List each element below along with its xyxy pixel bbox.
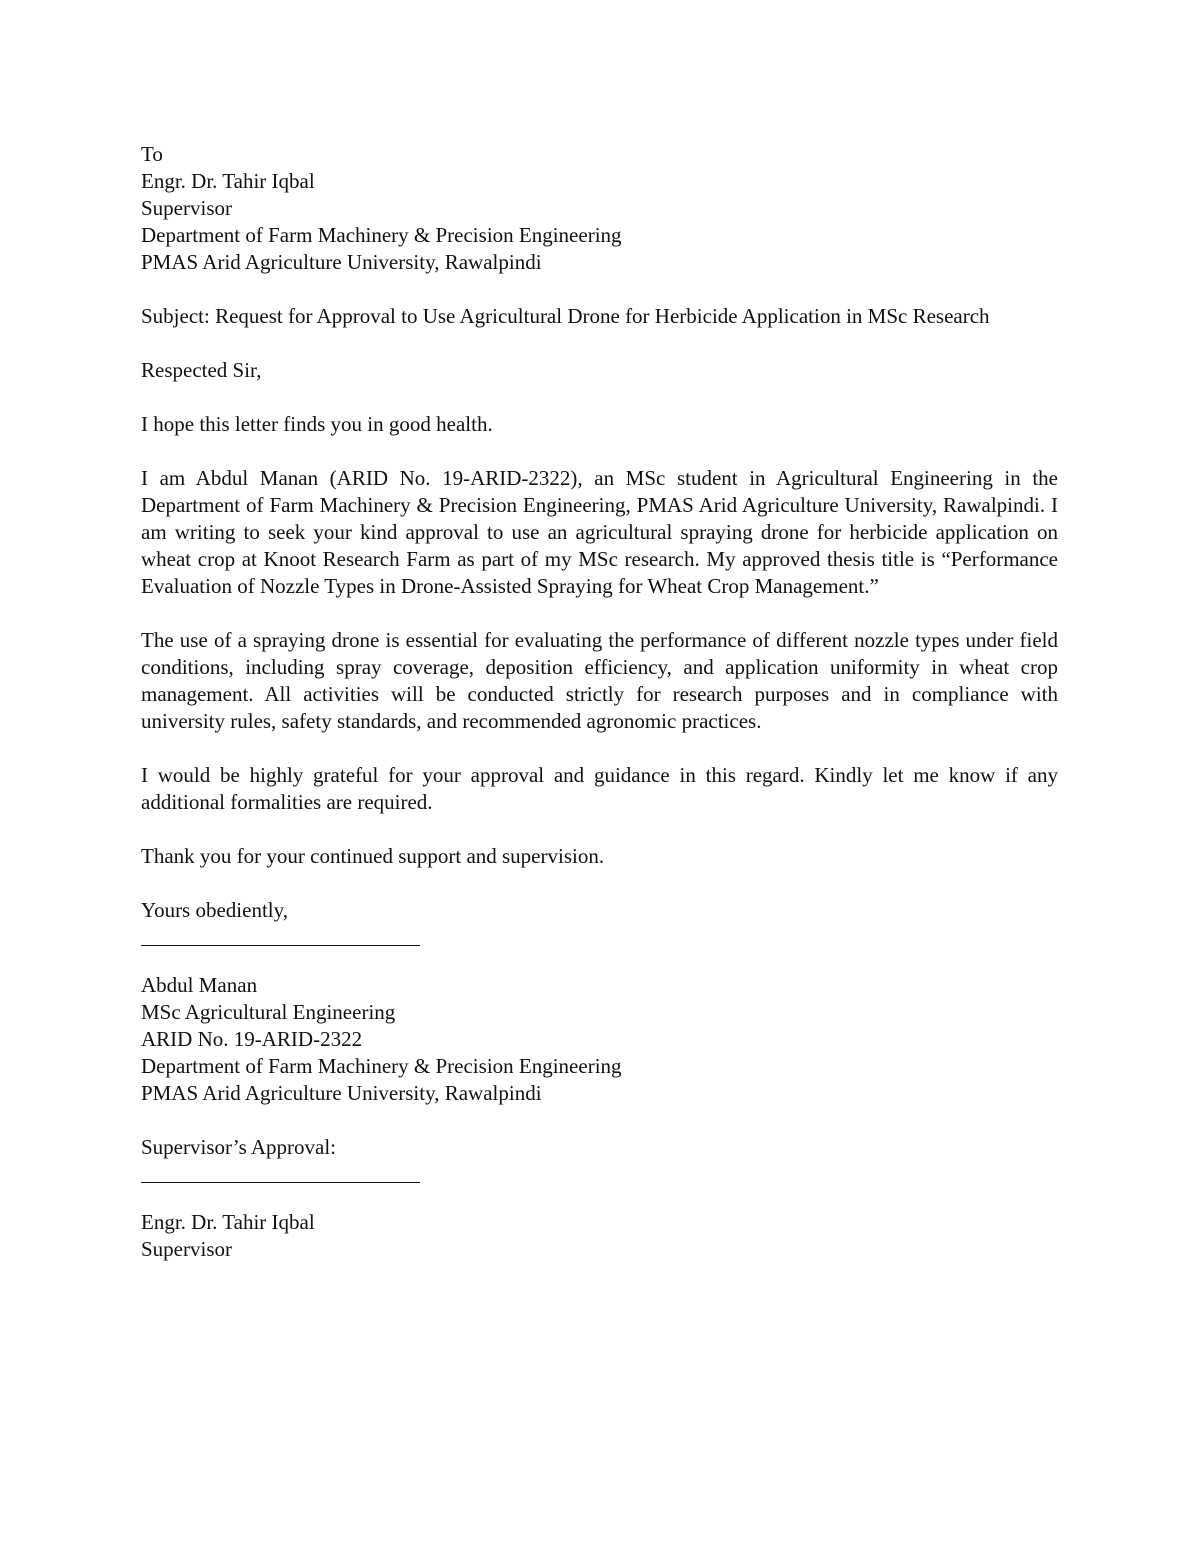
recipient-title: Supervisor [141,196,232,220]
recipient-university: PMAS Arid Agriculture University, Rawalpindi [141,250,542,274]
approver-title: Supervisor [141,1237,232,1261]
approval-block [141,1209,1058,1263]
letter-page [141,141,1058,1263]
sender-signature-line [141,945,420,946]
subject-line: Subject: Request for Approval to Use Agricultural Drone for Herbicide Application in MSc Research [141,304,990,328]
recipient-block [141,141,1058,276]
greeting: I hope this letter finds you in good health. [141,412,493,436]
approval-label: Supervisor’s Approval: [141,1135,337,1159]
sender-arid: ARID No. 19-ARID-2322 [141,1027,363,1051]
sender-department: Department of Farm Machinery & Precision Engineering [141,1054,622,1078]
sender-program: MSc Agricultural Engineering [141,1000,396,1024]
recipient-department: Department of Farm Machinery & Precision Engineering [141,223,622,247]
sender-block [141,972,1058,1107]
body-paragraph-2: The use of a spraying drone is essential for evaluating the performance of different nozzle types under field conditions, including spray coverage, deposition efficiency, and application uniformity in wheat crop management. All activities will be conducted strictly for research purposes and in compliance with university rules, safety standards, and recommended agronomic practices. [141,628,1058,733]
sender-university: PMAS Arid Agriculture University, Rawalpindi [141,1081,542,1105]
body-paragraph-1: I am Abdul Manan (ARID No. 19-ARID-2322), an MSc student in Agricultural Engineering in the Department of Farm Machinery & Precision Engineering, PMAS Arid Agriculture University, Rawalpindi. I am writing to seek your kind approval to use an agricultural spraying drone for herbicide application on wheat crop at Knoot Research Farm as part of my MSc research. My approved thesis title is “Performance Evaluation of Nozzle Types in Drone-Assisted Spraying for Wheat Crop Management.” [141,466,1058,598]
closing: Yours obediently, [141,898,289,922]
approver-name: Engr. Dr. Tahir Iqbal [141,1210,315,1234]
recipient-name: Engr. Dr. Tahir Iqbal [141,169,315,193]
to-label: To [141,142,163,166]
supervisor-signature-line [141,1182,420,1183]
body-paragraph-3: I would be highly grateful for your approval and guidance in this regard. Kindly let me know if any additional formalities are required. [141,763,1058,814]
thanks-line: Thank you for your continued support and supervision. [141,844,605,868]
salutation: Respected Sir, [141,358,262,382]
sender-name: Abdul Manan [141,973,258,997]
